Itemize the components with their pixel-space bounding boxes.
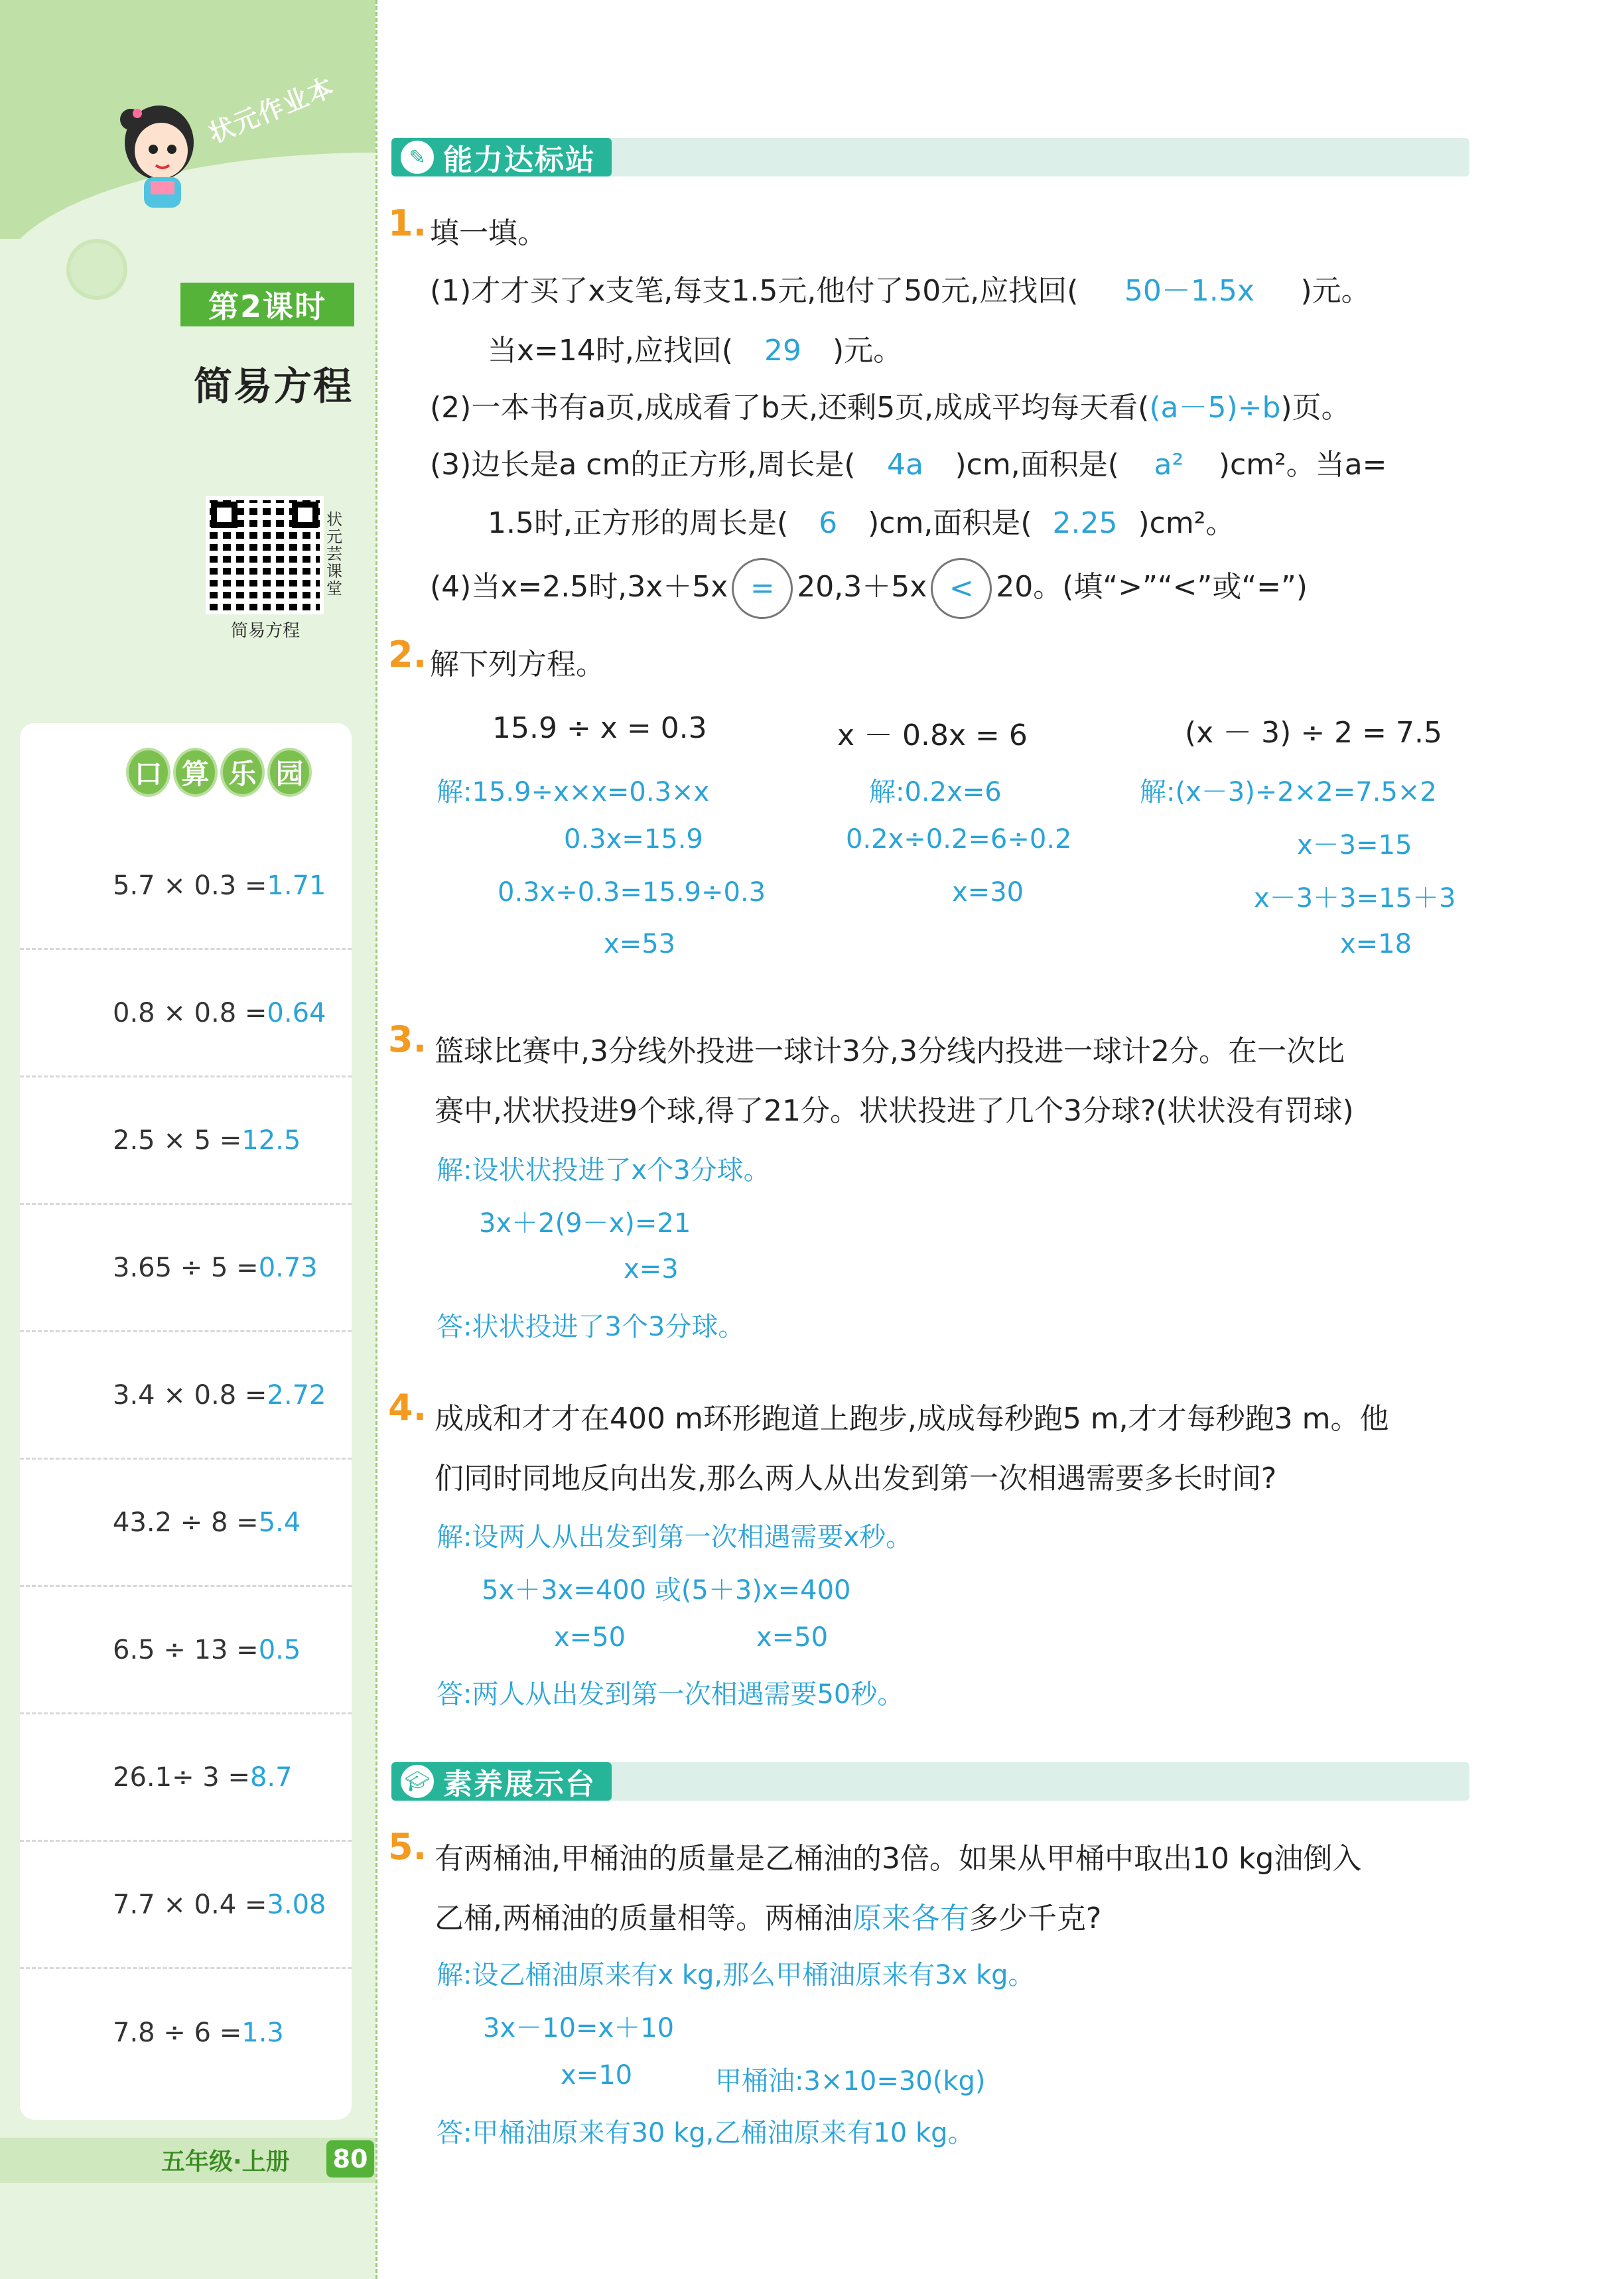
question-number: 1. [388, 202, 427, 244]
compare-circle[interactable]: = [732, 558, 793, 619]
q1-part1-line2 [488, 326, 902, 369]
equation: x － 0.8x = 6 [837, 719, 1028, 752]
solution-line: 解:0.2x=6 [869, 777, 1002, 807]
oral-title-char: 口 [126, 748, 170, 797]
q1-part1-line1 [430, 267, 1371, 309]
oral-answer: 1.3 [241, 2018, 284, 2048]
q1-answer: (a－5)÷b [1149, 391, 1281, 425]
oral-expr: 2.5 × 5 = [113, 1125, 242, 1156]
oral-answer: 1.71 [267, 870, 326, 901]
section-title-ability: 能力达标站 [391, 138, 612, 176]
oral-math-title [126, 748, 312, 797]
solution-line: x=50 [554, 1622, 626, 1653]
question-title: 填一填。 [430, 216, 547, 250]
solution-line: x－3＋3=15＋3 [1254, 883, 1456, 914]
q1-answer: 6 [819, 506, 838, 540]
oral-expr: 7.8 ÷ 6 = [113, 2018, 242, 2048]
solution-line: x=30 [952, 877, 1024, 908]
question-text: 篮球比赛中,3分线外投进一球计3分,3分线内投进一球计2分。在一次比 [435, 1034, 1345, 1068]
graduation-cap-icon: 🎓︎ [401, 1765, 434, 1798]
equation: (x － 3) ÷ 2 = 7.5 [1185, 716, 1442, 750]
oral-item [20, 1332, 352, 1460]
q1-text: (1)才才买了x支笔,每支1.5元,他付了50元,应找回( [430, 274, 1079, 308]
q5-text: 乙桶,两桶油的质量相等。两桶油 [435, 1901, 852, 1935]
q1-part3-line2 [488, 499, 1235, 541]
solution-line: x=10 [561, 2060, 633, 2091]
page-curl-roll [66, 239, 127, 300]
oral-item [20, 1205, 352, 1332]
question-text: 成成和才才在400 m环形跑道上跑步,成成每秒跑5 m,才才每秒跑3 m。他 [435, 1402, 1389, 1436]
q1-text: 当x=14时,应找回( [488, 334, 734, 368]
q1-text: (2)一本书有a页,成成看了b天,还剩5页,成成平均每天看( [430, 391, 1150, 425]
oral-title-char: 算 [173, 748, 218, 797]
q1-text: 20,3＋5x [797, 570, 927, 604]
oral-answer: 2.72 [267, 1379, 326, 1411]
lesson-title: 简易方程 [194, 364, 354, 409]
q5-highlight: 原来各有 [852, 1901, 969, 1935]
solution-line: 3x＋2(9－x)=21 [479, 1208, 691, 1239]
solution-line: 答:甲桶油原来有30 kg,乙桶油原来有10 kg。 [437, 2118, 975, 2148]
question-number: 4. [388, 1387, 427, 1428]
solution-line: 解:设两人从出发到第一次相遇需要x秒。 [437, 1522, 913, 1553]
q1-text: )cm²。 [1138, 506, 1235, 540]
qr-side-label: 状元芸课堂 [326, 510, 342, 598]
q1-text: (4)当x=2.5时,3x＋5x [430, 570, 728, 604]
equation: 15.9 ÷ x = 0.3 [492, 711, 707, 745]
oral-expr: 3.4 × 0.8 = [113, 1379, 267, 1411]
question-number: 2. [388, 634, 427, 675]
oral-answer: 0.5 [258, 1634, 301, 1665]
solution-line: 答:两人从出发到第一次相遇需要50秒。 [437, 1679, 904, 1710]
qr-code[interactable] [206, 496, 324, 614]
oral-item [20, 1969, 352, 2097]
question-number: 3. [388, 1018, 427, 1060]
q1-answer: 2.25 [1052, 506, 1118, 540]
solution-line: 甲桶油:3×10=30(kg) [715, 2066, 986, 2097]
oral-item [20, 1587, 352, 1714]
q1-text: )cm²。当a= [1218, 448, 1387, 482]
q1-part2 [430, 383, 1351, 426]
oral-item [20, 950, 352, 1077]
oral-item [20, 1842, 352, 1969]
q1-text: 1.5时,正方形的周长是( [488, 506, 789, 540]
q1-text: )cm,面积是( [868, 506, 1032, 540]
q1-text: )元。 [1300, 274, 1371, 308]
question-text-line2 [435, 1894, 1101, 1937]
oral-item [20, 823, 352, 950]
lesson-tag: 第2课时 [180, 283, 354, 326]
question-text: 们同时同地反向出发,那么两人从出发到第一次相遇需要多长时间? [435, 1462, 1277, 1495]
q1-part4 [430, 557, 1308, 619]
oral-answer: 0.64 [267, 997, 326, 1028]
q1-text: )页。 [1280, 391, 1351, 425]
q1-answer: a² [1154, 448, 1184, 482]
oral-item [20, 1714, 352, 1842]
qr-caption: 简易方程 [231, 621, 301, 641]
compare-circle[interactable]: < [931, 558, 992, 619]
page-divider [375, 0, 377, 2279]
oral-title-char: 园 [267, 748, 312, 797]
solution-line: 5x＋3x=400 或(5＋3)x=400 [482, 1575, 851, 1606]
solution-line: 0.3x=15.9 [564, 824, 703, 855]
q1-answer: 4a [887, 448, 923, 482]
q1-text: )元。 [833, 334, 903, 368]
solution-line: 解:设乙桶油原来有x kg,那么甲桶油原来有3x kg。 [437, 1960, 1035, 1990]
oral-expr: 43.2 ÷ 8 = [113, 1507, 259, 1538]
oral-title-char: 乐 [220, 748, 265, 797]
page-number: 80 [326, 2140, 374, 2177]
question-text: 赛中,状状投进9个球,得了21分。状状投进了几个3分球?(状状没有罚球) [435, 1094, 1354, 1128]
q1-answer: 29 [764, 334, 802, 368]
solution-line: 0.2x÷0.2=6÷0.2 [846, 824, 1072, 855]
q5-text: 多少千克? [969, 1901, 1102, 1935]
grade-label: 五年级·上册 [161, 2148, 290, 2175]
q1-text: (3)边长是a cm的正方形,周长是( [430, 448, 856, 482]
section-title-literacy: 素养展示台 [391, 1762, 612, 1801]
oral-answer: 12.5 [241, 1125, 301, 1156]
question-number: 5. [388, 1826, 427, 1868]
oral-expr: 6.5 ÷ 13 = [113, 1634, 259, 1665]
q1-text: 20。(填“>”“<”或“=”) [996, 570, 1308, 604]
solution-line: 解:(x－3)÷2×2=7.5×2 [1140, 777, 1437, 807]
oral-item [20, 1460, 352, 1587]
q1-answer: 50－1.5x [1124, 274, 1254, 308]
oral-answer: 8.7 [249, 1761, 293, 1793]
q1-part3-line1 [430, 441, 1387, 483]
q1-text: )cm,面积是( [955, 448, 1119, 482]
brand-name: 状元作业本 [204, 72, 339, 149]
solution-line: x=53 [604, 929, 676, 959]
oral-answer: 5.4 [258, 1507, 301, 1538]
solution-line: 0.3x÷0.3=15.9÷0.3 [498, 877, 766, 908]
oral-item [20, 1077, 352, 1205]
solution-line: x=3 [624, 1254, 679, 1284]
mascot-girl-icon [116, 96, 202, 216]
oral-expr: 0.8 × 0.8 = [113, 997, 267, 1028]
solution-line: 解:15.9÷x×x=0.3×x [437, 777, 710, 807]
question-text: 有两桶油,甲桶油的质量是乙桶油的3倍。如果从甲桶中取出10 kg油倒入 [435, 1842, 1362, 1876]
question-title: 解下列方程。 [430, 648, 605, 681]
oral-expr: 3.65 ÷ 5 = [113, 1252, 259, 1283]
solution-line: 解:设状状投进了x个3分球。 [437, 1155, 770, 1186]
oral-expr: 5.7 × 0.3 = [113, 870, 267, 901]
solution-line: x=50 [756, 1622, 829, 1653]
solution-line: 答:状状投进了3个3分球。 [437, 1312, 745, 1342]
solution-line: 3x－10=x＋10 [483, 2013, 675, 2043]
solution-line: x=18 [1340, 929, 1412, 959]
oral-expr: 26.1÷ 3 = [113, 1761, 250, 1793]
solution-line: x－3=15 [1297, 830, 1412, 861]
pencil-icon: ✎ [401, 141, 434, 174]
oral-expr: 7.7 × 0.4 = [113, 1889, 267, 1920]
oral-answer: 3.08 [267, 1889, 326, 1920]
oral-answer: 0.73 [258, 1252, 318, 1283]
